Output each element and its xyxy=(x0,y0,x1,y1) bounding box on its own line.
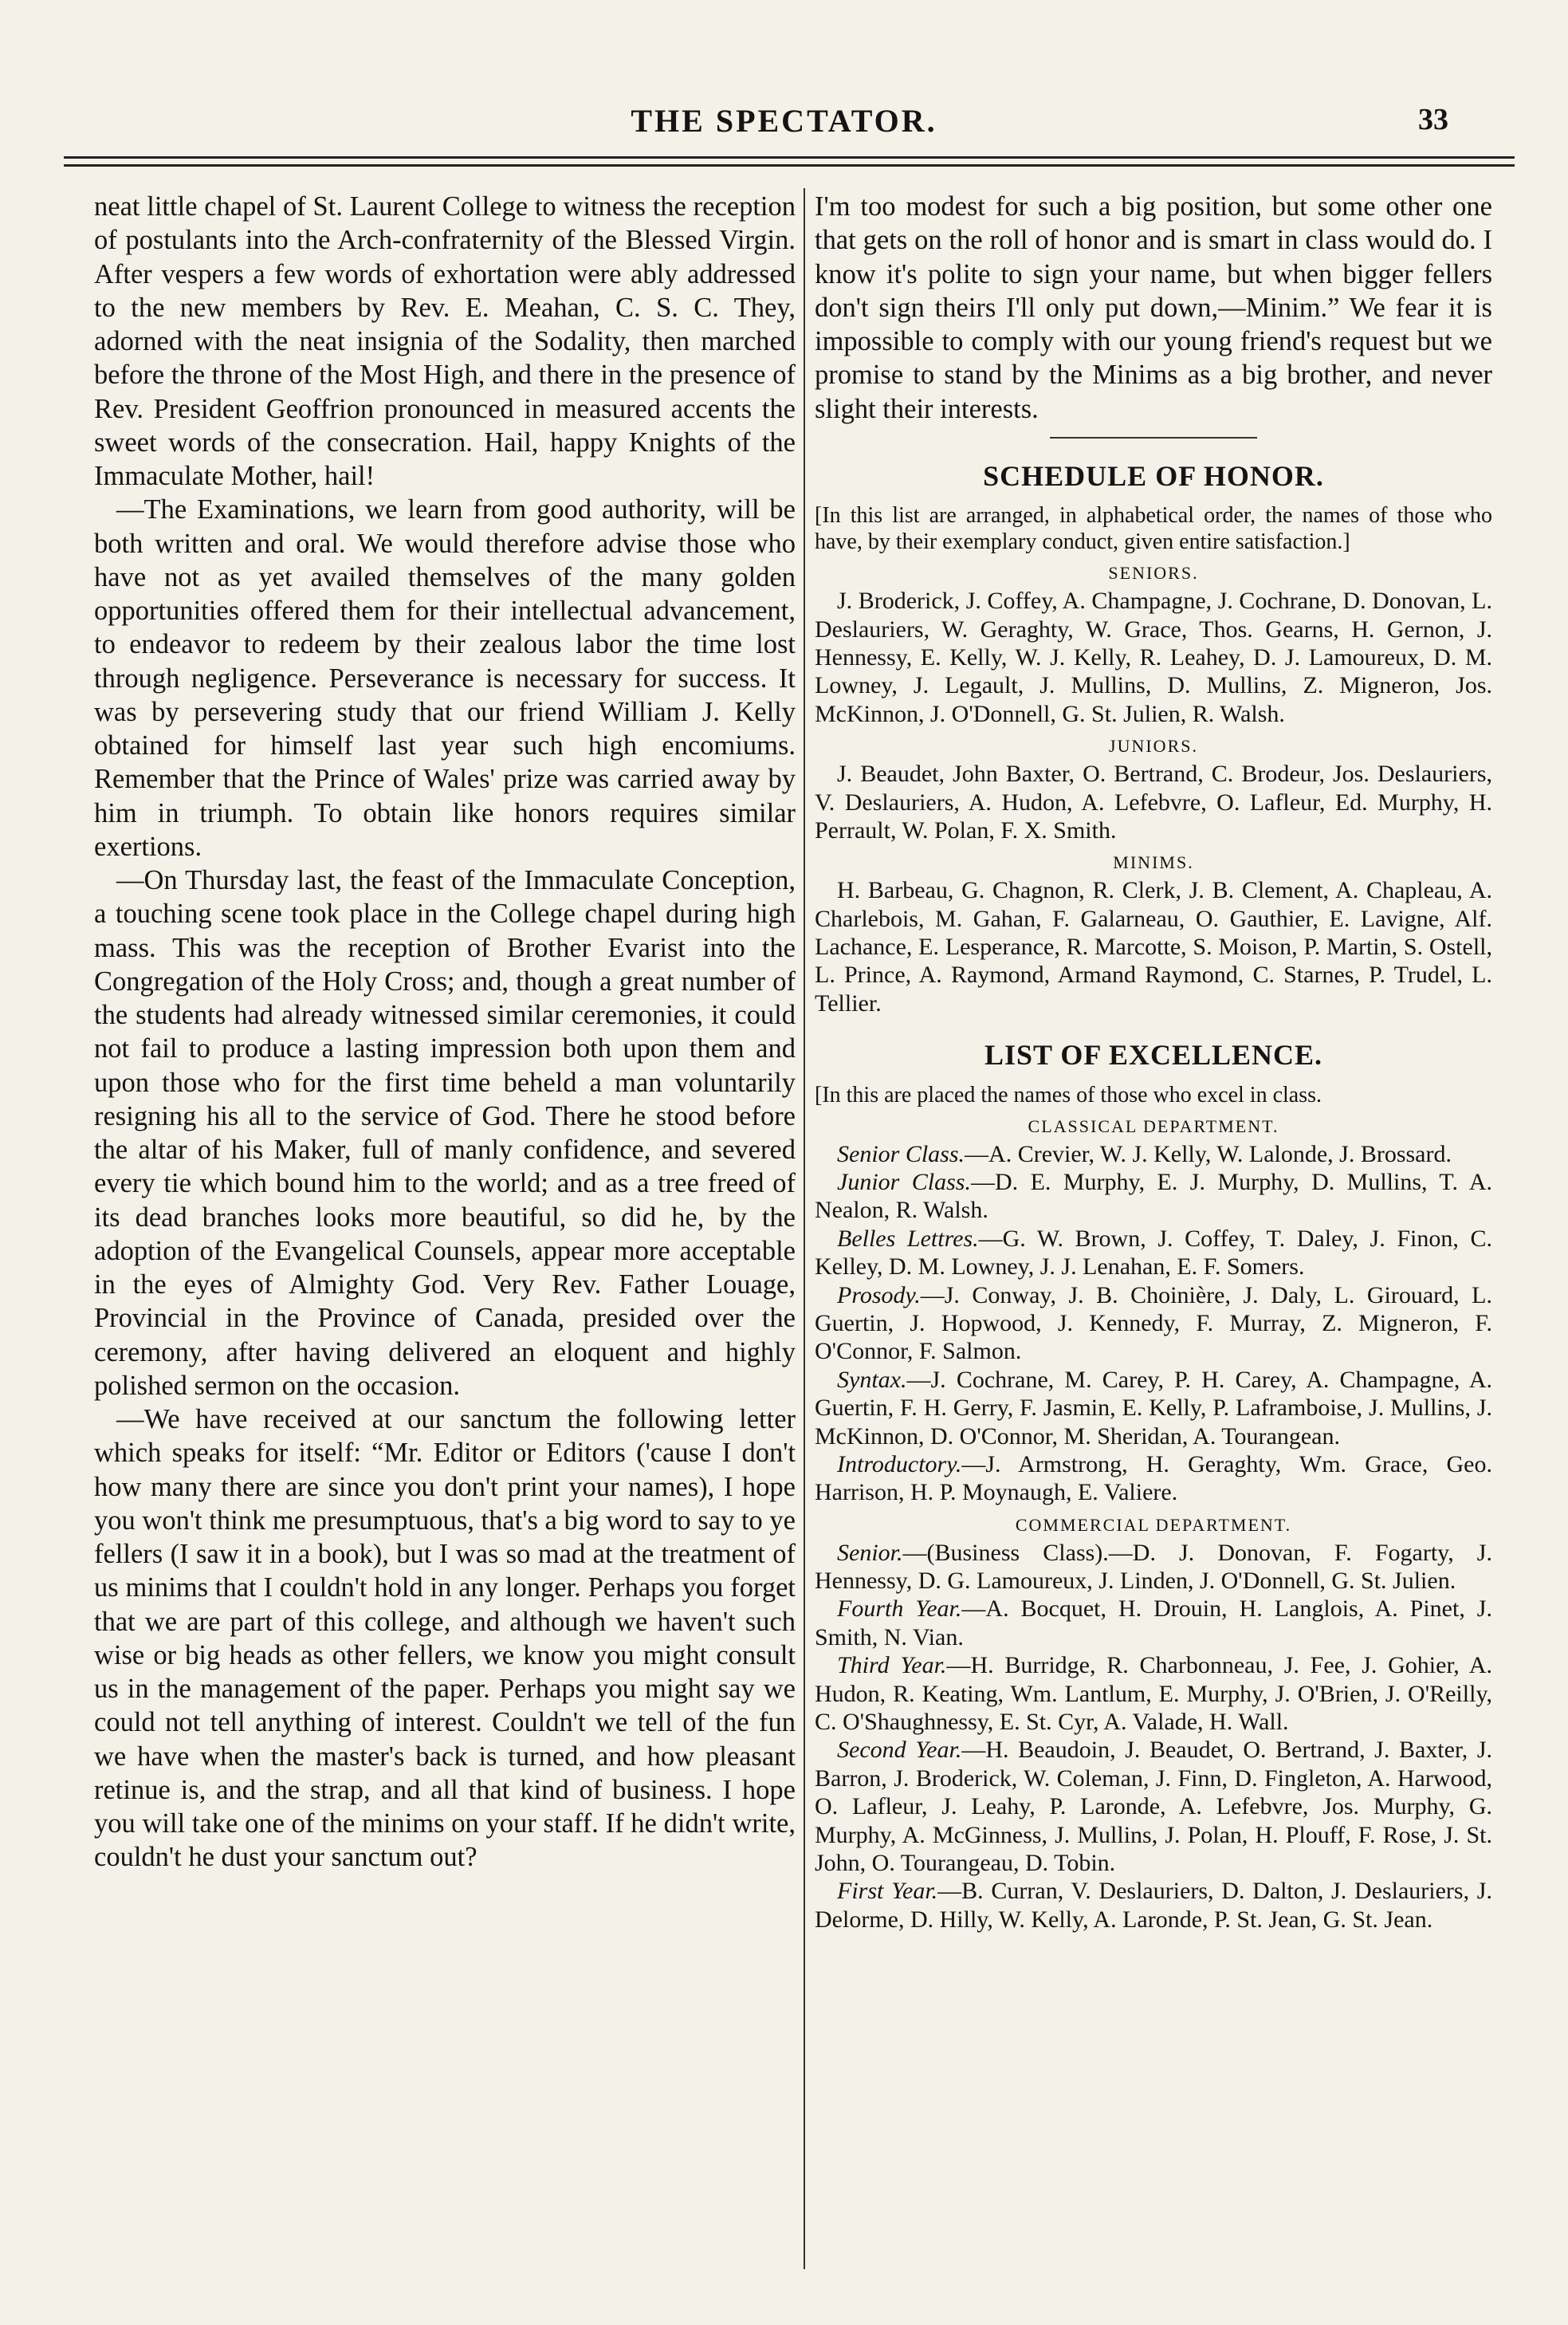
article-paragraph: —The Examinations, we learn from good authority, will be both written and oral. We would therefore advise those who have not as yet availed themselves of the many golden opportunities offered them for their intellectual advancement, to endeavor to redeem by their zealous labor the time lost through negligence. Perseverance is necessary for success. It was by persevering study that our friend William J. Kelly obtained for himself last year such high encomiums. Remember that the Prince of Wales' prize was carried away by him in triumph. To obtain like honors requires similar exertions. xyxy=(94,494,796,862)
excellence-entry xyxy=(815,1168,1492,1225)
excellence-entry xyxy=(815,1877,1492,1934)
class-name: Introductory. xyxy=(837,1450,962,1477)
class-name: Second Year. xyxy=(837,1737,962,1764)
left-column xyxy=(94,190,796,2271)
class-names: —J. Conway, J. B. Choinière, J. Daly, L. Girouard, L. Guertin, J. Hopwood, J. Kennedy, F. Murray, Z. Migneron, F. O'Connor, F. Salmon. xyxy=(815,1281,1492,1365)
excellence-entry xyxy=(815,1450,1492,1507)
article-paragraph: neat little chapel of St. Laurent College to witness the reception of postulants into the Arch-confraternity of the Blessed Virgin. After vespers a few words of exhortation were ably addressed to the new members by Rev. E. Meahan, C. S. C. They, adorned with the neat insignia of the Sodality, then marched before the throne of the Most High, and there in the presence of Rev. President Geoffrion pronounced in measured accents the sweet words of the consecration. Hail, happy Knights of the Immaculate Mother, hail! xyxy=(94,191,796,491)
list-of-excellence-heading: LIST OF EXCELLENCE. xyxy=(984,1039,1323,1072)
header-rule-bottom xyxy=(64,164,1515,167)
letter-continuation: I'm too modest for such a big position, but some other one that gets on the roll of honor and is smart in class would do. I know it's polite to sign your name, but when bigger fellers don't sign theirs I'll only put down,—Minim.” We fear it is impossible to comply with our young friend's request but we promise to stand by the Minims as a big brother, and never slight their interests. xyxy=(815,191,1492,424)
class-names: —A. Bocquet, H. Drouin, H. Langlois, A. Pinet, J. Smith, N. Vian. xyxy=(815,1595,1492,1650)
page-header xyxy=(0,102,1568,150)
excellence-entry xyxy=(815,1595,1492,1651)
excellence-entry xyxy=(815,1366,1492,1450)
class-names: —H. Burridge, R. Charbonneau, J. Fee, J. Gohier, A. Hudon, R. Keating, Wm. Lantlum, E. Murphy, J. O'Brien, J. O'Reilly, C. O'Shaughnessy, E. St. Cyr, A. Valade, H. Wall. xyxy=(815,1652,1492,1736)
class-names: —J. Armstrong, H. Geraghty, Wm. Grace, Geo. Harrison, H. P. Moynaugh, E. Valiere. xyxy=(815,1450,1492,1506)
excellence-entry xyxy=(815,1539,1492,1595)
class-names: —A. Crevier, W. J. Kelly, W. Lalonde, J. Brossard. xyxy=(965,1140,1452,1167)
class-names: —J. Cochrane, M. Carey, P. H. Carey, A. Champagne, A. Guertin, F. H. Gerry, F. Jasmin, E. Kelly, P. Laframboise, J. Mullins, J. McKinnon, D. O'Connor, M. Sheridan, A. Tourangean. xyxy=(815,1366,1492,1450)
honor-names-minims: H. Barbeau, G. Chagnon, R. Clerk, J. B. Clement, A. Chapleau, A. Charlebois, M. Gahan, F. Galarneau, O. Gauthier, E. Lavigne, Alf. Lachance, E. Lesperance, R. Marcotte, S. Moison, P. Martin, S. Ostell, L. Prince, A. Raymond, Armand Raymond, C. Starnes, P. Trudel, L. Tellier. xyxy=(815,877,1492,1017)
class-names: —B. Curran, V. Deslauriers, D. Dalton, J. Deslauriers, J. Delorme, D. Hilly, W. Kelly, A. Laronde, P. St. Jean, G. St. Jean. xyxy=(815,1878,1492,1933)
honor-names-seniors: J. Broderick, J. Coffey, A. Champagne, J. Cochrane, D. Donovan, L. Deslauriers, W. Geraghty, W. Grace, Thos. Gearns, H. Gernon, J. Hennessy, E. Kelly, W. J. Kelly, R. Leahey, D. J. Lamoureux, D. M. Lowney, J. Legault, J. Mullins, D. Mullins, Z. Migneron, Jos. McKinnon, J. O'Donnell, G. St. Julien, R. Walsh. xyxy=(815,588,1492,727)
honor-note: [In this list are arranged, in alphabetical order, the names of those who have, by their exemplary conduct, given entire satisfaction.] xyxy=(815,503,1492,555)
journal-title: THE SPECTATOR. xyxy=(631,103,937,139)
honor-group-label: MINIMS. xyxy=(1113,852,1194,873)
class-name: Fourth Year. xyxy=(837,1595,962,1623)
class-names: —G. W. Brown, J. Coffey, T. Daley, J. Finon, C. Kelley, D. M. Lowney, J. J. Lenahan, E. F. Somers. xyxy=(815,1225,1492,1281)
excellence-entry xyxy=(815,1225,1492,1281)
honor-names-juniors: J. Beaudet, John Baxter, O. Bertrand, C. Brodeur, Jos. Deslauriers, V. Deslauriers, A. Hudon, A. Lefebvre, O. Lafleur, Ed. Murphy, H. Perrault, W. Polan, F. X. Smith. xyxy=(815,761,1492,844)
class-name: Prosody. xyxy=(837,1281,921,1308)
class-name: Senior Class. xyxy=(837,1140,965,1167)
schedule-of-honor-heading: SCHEDULE OF HONOR. xyxy=(983,459,1324,492)
class-name: Belles Lettres. xyxy=(837,1225,979,1252)
right-column xyxy=(815,190,1492,2271)
excellence-entry xyxy=(815,1281,1492,1366)
class-name: Third Year. xyxy=(837,1652,947,1679)
honor-group-label: SENIORS. xyxy=(1108,563,1199,584)
excellence-entry xyxy=(815,1651,1492,1736)
excellence-entry xyxy=(815,1140,1492,1168)
class-name: Junior Class. xyxy=(837,1169,971,1196)
column-divider xyxy=(804,188,805,2269)
class-name: Senior. xyxy=(837,1539,903,1566)
page-number: 33 xyxy=(1418,103,1448,136)
class-names: —H. Beaudoin, J. Beaudet, O. Bertrand, J. Baxter, J. Barron, J. Broderick, W. Coleman, J. Finn, D. Fingleton, A. Harwood, O. Lafleur, J. Leahy, P. Laronde, A. Lefebvre, Jos. Murphy, G. Murphy, A. McGinness, J. Mullins, J. Polan, H. Plouff, F. Rose, J. St. John, O. Tourangeau, D. Tobin. xyxy=(815,1737,1492,1876)
honor-group-label: JUNIORS. xyxy=(1109,736,1198,757)
article-paragraph: —On Thursday last, the feast of the Immaculate Conception, a touching scene took place in the College chapel during high mass. This was the reception of Brother Evarist into the Congregation of the Holy Cross; and, though a great number of the students had already witnessed similar ceremonies, it could not fail to produce a lasting impression both upon them and upon those who for the first time beheld a man voluntarily resigning his all to the service of God. There he stood before the altar of his Maker, full of manly confidence, and severed every tie which bound him to the world; and as a tree freed of its dead branches looks more beautiful, so did he, by the adoption of the Evangelical Counsels, appear more acceptable in the eyes of Almighty God. Very Rev. Father Louage, Provincial in the Province of Canada, presided over the ceremony, after having delivered an eloquent and highly polished sermon on the occasion. xyxy=(94,865,796,1401)
department-label: CLASSICAL DEPARTMENT. xyxy=(1028,1115,1279,1136)
department-label: COMMERCIAL DEPARTMENT. xyxy=(1015,1514,1292,1535)
class-name: First Year. xyxy=(837,1878,938,1905)
section-rule xyxy=(1050,437,1257,439)
class-names: —(Business Class).—D. J. Donovan, F. Fogarty, J. Hennessy, D. G. Lamoureux, J. Linden, J. O'Donnell, G. St. Julien. xyxy=(815,1539,1492,1595)
excellence-note: [In this are placed the names of those who excel in class. xyxy=(815,1082,1322,1107)
class-name: Syntax. xyxy=(837,1366,907,1393)
excellence-entry xyxy=(815,1736,1492,1877)
class-names: —D. E. Murphy, E. J. Murphy, D. Mullins, T. A. Nealon, R. Walsh. xyxy=(815,1169,1492,1224)
article-paragraph: —We have received at our sanctum the following letter which speaks for itself: “Mr. Editor or Editors ('cause I don't how many there are since you don't print your names), I hope you won't think me presumptuous, that's a big word to say to ye fellers (I saw it in a book), but I was so mad at the treatment of us minims that I couldn't hold in any longer. Perhaps you forget that we are part of this college, and although we haven't such wise or big heads as other fellers, we know you might consult us in the management of the paper. Perhaps you might say we could not tell anything of interest. Couldn't we tell of the fun we have when the master's back is turned, and how pleasant retinue is, and the strap, and all that kind of business. I hope you will take one of the minims on your staff. If he didn't write, couldn't he dust your sanctum out? xyxy=(94,1404,796,1873)
header-rule-top xyxy=(64,156,1515,159)
